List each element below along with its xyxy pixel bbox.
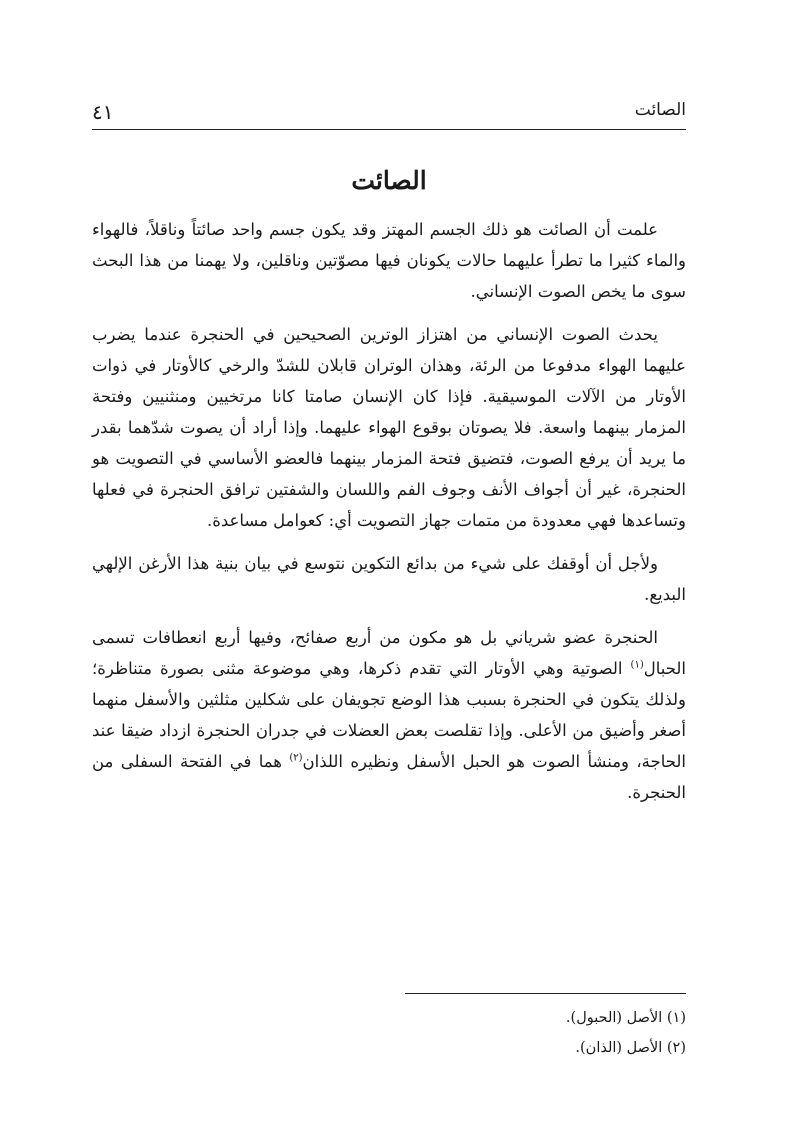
footnote-1: (١) الأصل (الحبول). — [565, 1010, 686, 1026]
running-title: الصائت — [634, 100, 686, 120]
page-header — [92, 96, 686, 130]
chapter-title: الصائت — [351, 166, 427, 195]
footnote-ref-2: (٢) — [289, 752, 303, 764]
paragraph-4-part-1: الحنجرة عضو شرياني بل هو مكون من أربع صفائح، وفيها أربع انعطافات تسمى الحبال — [92, 628, 686, 678]
paragraph-4 — [92, 622, 686, 808]
page-number: ٤١ — [92, 100, 114, 124]
footnote-2: (٢) الأصل (الذان). — [575, 1040, 686, 1056]
paragraph-4-part-2: الصوتية وهي الأوتار التي تقدم ذكرها، وهي موضوعة مثنى بصورة متناظرة؛ ولذلك يتكون في الحنجرة بسبب هذا الوضع تجويفان على شكلين مثلثين والأسفل منهما أصغر وأضيق من الأعلى. وإذا تقلصت بعض العضلات في جدران الحنجرة ازداد ضيقا عند الحاجة، ومنشأ الصوت هو الحبل الأسفل ونظيره اللذان — [92, 659, 686, 771]
paragraph-1: علمت أن الصائت هو ذلك الجسم المهتز وقد يكون جسم واحد صائتاً وناقلاً، فالهواء والماء كثيرا ما تطرأ عليهما حالات يكونان فيها مصوّتين وناقلين، ولا يهمنا من هذا البحث سوى ما يخص الصوت الإنساني. — [92, 220, 686, 301]
paragraph-2: يحدث الصوت الإنساني من اهتزاز الوترين الصحيحين في الحنجرة عندما يضرب عليهما الهواء مدفوعا من الرئة، وهذان الوتران قابلان للشدّ والرخي كالأوتار في ذوات الأوتار من الآلات الموسيقية. فإذا كان الإنسان صامتا كانا مرتخيين ومنثنيين وفتحة المزمار بينهما واسعة. فلا يصوتان بوقوع الهواء عليهما. وإذا أراد أن يصوت شدّهما بقدر ما يريد أن يرفع الصوت، فتضيق فتحة المزمار بينهما فالعضو الأساسي في التصويت هو الحنجرة، غير أن أجواف الأنف وجوف الفم واللسان والشفتين ترافق الحنجرة في فعلها وتساعدها فهي معدودة من متمات جهاز التصويت أي: كعوامل مساعدة. — [92, 325, 686, 530]
footnotes — [92, 1003, 686, 1063]
paragraph-4-part-3: هما في الفتحة السفلى من الحنجرة. — [92, 752, 686, 802]
paragraph-3: ولأجل أن أوقفك على شيء من بدائع التكوين نتوسع في بيان بنية هذا الأرغن الإلهي البديع. — [92, 554, 686, 604]
footnote-rule — [405, 993, 686, 994]
header-rule — [92, 129, 686, 130]
footnote-ref-1: (١) — [630, 659, 644, 671]
body-text — [92, 214, 686, 820]
